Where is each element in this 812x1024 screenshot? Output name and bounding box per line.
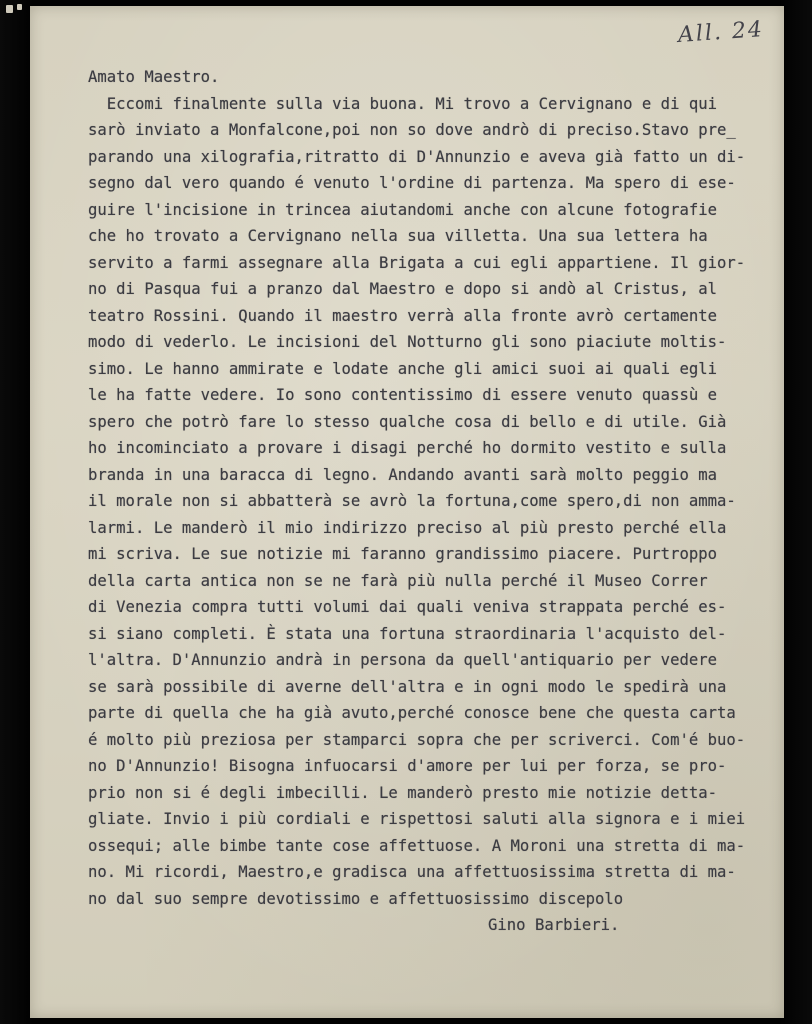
letter-line: teatro Rossini. Quando il maestro verrà alla fronte avrò certamente xyxy=(88,306,718,325)
letter-line: no. Mi ricordi, Maestro,e gradisca una affettuosissima stretta di ma- xyxy=(88,863,736,881)
letter-line: é molto più preziosa per stamparci sopra che per scriverci. Com'é buo- xyxy=(88,730,746,749)
letter-line: l'altra. D'Annunzio andrà in persona da quell'antiquario per vedere xyxy=(88,651,718,669)
letter-line: no di Pasqua fui a pranzo dal Maestro e dopo si andò al Cristus, al xyxy=(88,280,718,298)
letter-line: modo di vederlo. Le incisioni del Notturno gli sono piaciute moltis- xyxy=(88,333,727,351)
letter-paper xyxy=(30,6,784,1018)
letter-line: che ho trovato a Cervignano nella sua villetta. Una sua lettera ha xyxy=(88,227,708,245)
letter-line: larmi. Le manderò il mio indirizzo preciso al più presto perché ella xyxy=(88,518,727,537)
scan-speck xyxy=(17,4,22,10)
archival-annotation: All. 24 xyxy=(677,17,765,48)
letter-line: ossequi; alle bimbe tante cose affettuose. A Moroni una stretta di ma- xyxy=(88,836,746,855)
letter-line: spero che potrò fare lo stesso qualche cosa di bello e di utile. Già xyxy=(88,412,727,431)
letter-line: segno dal vero quando é venuto l'ordine di partenza. Ma spero di ese- xyxy=(88,174,736,192)
letter-line: se sarà possibile di averne dell'altra e in ogni modo le spedirà una xyxy=(88,677,727,696)
letter-line: no D'Annunzio! Bisogna infuocarsi d'amore per lui per forza, se pro- xyxy=(88,757,727,775)
letter-line: parando una xilografia,ritratto di D'Annunzio e aveva già fatto un di- xyxy=(88,147,746,166)
letter-line: si siano completi. È stata una fortuna straordinaria l'acquisto del- xyxy=(88,624,727,643)
letter-line: branda in una baracca di legno. Andando avanti sarà molto peggio ma xyxy=(88,465,718,484)
letter-line: della carta antica non se ne farà più nulla perché il Museo Correr xyxy=(88,571,708,590)
letter-line: Eccomi finalmente sulla via buona. Mi trovo a Cervignano e di qui xyxy=(88,94,718,113)
letter-line: guire l'incisione in trincea aiutandomi anche con alcune fotografie xyxy=(88,200,718,219)
letter-line: ho incominciato a provare i disagi perché ho dormito vestito e sulla xyxy=(88,439,727,457)
letter-line: simo. Le hanno ammirate e lodate anche gli amici suoi ai quali egli xyxy=(88,359,718,378)
letter-signature: Gino Barbieri. xyxy=(488,916,620,934)
letter-body xyxy=(88,64,778,939)
letter-line: servito a farmi assegnare alla Brigata a cui egli appartiene. Il gior- xyxy=(88,253,746,272)
letter-line: no dal suo sempre devotissimo e affettuosissimo discepolo xyxy=(88,889,624,908)
scan-speck xyxy=(6,5,13,13)
letter-line: di Venezia compra tutti volumi dai quali veniva strappata perché es- xyxy=(88,598,727,616)
letter-salutation: Amato Maestro. xyxy=(88,68,220,86)
letter-line: sarò inviato a Monfalcone,poi non so dove andrò di preciso.Stavo pre_ xyxy=(88,121,736,139)
letter-line: il morale non si abbatterà se avrò la fortuna,come spero,di non amma- xyxy=(88,492,736,510)
letter-line: mi scriva. Le sue notizie mi faranno grandissimo piacere. Purtroppo xyxy=(88,545,718,563)
letter-line: le ha fatte vedere. Io sono contentissimo di essere venuto quassù e xyxy=(88,386,718,404)
letter-line: prio non si é degli imbecilli. Le manderò presto mie notizie detta- xyxy=(88,783,718,802)
letter-line: parte di quella che ha già avuto,perché conosce bene che questa carta xyxy=(88,704,736,722)
letter-line: gliate. Invio i più cordiali e rispettosi saluti alla signora e i miei xyxy=(88,810,746,828)
